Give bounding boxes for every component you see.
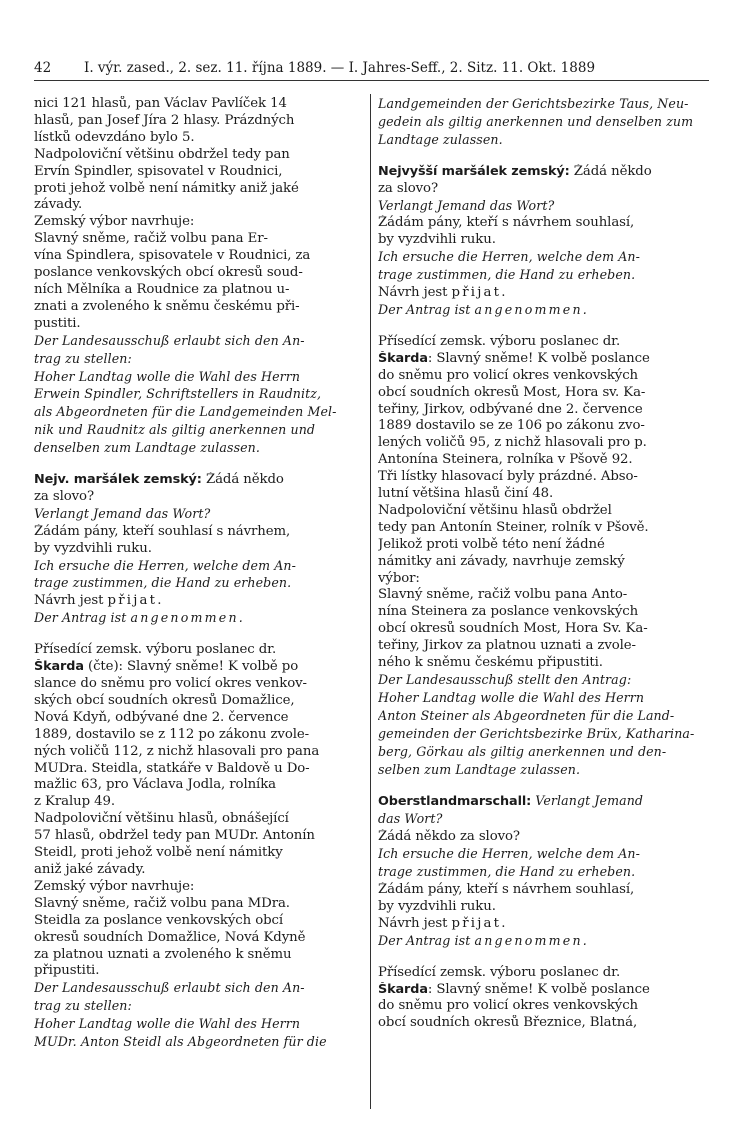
text-line (34, 248, 362, 265)
german-text: Der Antrag ist angenommen. (378, 932, 589, 948)
czech-text: nína Steinera za poslance venkovských (378, 604, 639, 620)
czech-text: do sněmu pro volicí okres venkovských (378, 367, 639, 383)
spaced-word: přijat. (107, 593, 164, 609)
czech-text: lutní většina hlasů činí 48. (378, 486, 554, 502)
german-text: Anton Steiner als Abgeordneten für die Land- (378, 707, 675, 723)
german-text: Der Landesausschuß erlaubt sich den An- (34, 332, 305, 348)
text-line (378, 486, 708, 503)
czech-text: Žádá někdo (201, 472, 284, 488)
german-text: Der Antrag ist angenommen. (34, 610, 245, 626)
czech-text: Antonína Steinera, rolníka v Pšově 92. (378, 452, 633, 468)
czech-text: Nová Kdyň, odbývané dne 2. července (34, 709, 289, 725)
text-line (34, 794, 362, 811)
text-line (34, 541, 362, 558)
czech-text: do sněmu pro volicí okres venkovských (378, 998, 639, 1014)
czech-text: aniž jaké závady. (34, 861, 146, 877)
text-line (378, 435, 708, 452)
german-text: trag zu stellen: (34, 350, 132, 366)
german-text: berg, Görkau als giltig anerkennen und den- (378, 743, 667, 759)
text-line (34, 710, 362, 727)
running-title: I. výr. zased., 2. sez. 11. října 1889. — I. Jahres-Seff., 2. Sitz. 11. Okt. 1889 (84, 60, 596, 76)
czech-text: by vyzdvihli ruku. (378, 232, 496, 248)
czech-text: Přísedící zemsk. výboru poslanec dr. (378, 333, 621, 349)
text-line (378, 132, 708, 150)
text-line (378, 385, 708, 402)
left-column (34, 96, 362, 1052)
text-line (34, 440, 362, 458)
german-text: Landgemeinden der Gerichtsbezirke Taus, Neu- (378, 96, 689, 111)
czech-text: Návrh jest přijat. (34, 593, 164, 609)
text-line (378, 96, 708, 114)
german-text: Ich ersuche die Herren, welche dem An- (378, 249, 641, 265)
text-line (34, 744, 362, 761)
text-line (378, 164, 708, 181)
text-line (34, 998, 362, 1016)
text-line (378, 899, 708, 916)
czech-text: Slavný sněme, račiž volbu pana MDra. (34, 895, 290, 911)
german-text: denselben zum Landtage zulassen. (34, 440, 260, 456)
czech-text: námitky ani závady, navrhuje zemský (378, 553, 625, 569)
text-line (378, 587, 708, 604)
text-line (34, 333, 362, 351)
text-line (378, 554, 708, 571)
text-line (378, 916, 708, 933)
text-line (34, 489, 362, 506)
right-column (378, 96, 708, 1032)
german-text: Landtage zulassen. (378, 131, 503, 147)
czech-text: vína Špindlera, spisovatele v Roudnici, za (34, 248, 311, 264)
text-line (34, 386, 362, 404)
column-divider (370, 94, 371, 1109)
text-line (378, 982, 708, 999)
text-line (34, 181, 362, 198)
text-line (34, 231, 362, 248)
text-line (34, 299, 362, 316)
czech-text: teřiny, Jirkov za platnou uznati a zvole- (378, 638, 636, 654)
text-line (378, 638, 708, 655)
german-text: gemeinden der Gerichtsbezirke Brüx, Katharina- (378, 725, 695, 741)
text-line (378, 604, 708, 621)
german-text: Verlangt Jemand das Wort? (378, 197, 555, 213)
spaced-word: angenommen. (474, 932, 589, 948)
czech-text: 57 hlasů, obdržel tedy pan MUDr. Antonín (34, 828, 315, 844)
czech-text: za platnou uznati a zvoleného k sněmu (34, 946, 292, 962)
text-line (34, 316, 362, 333)
speaker-name: Škarda (34, 659, 84, 675)
text-line (34, 828, 362, 845)
czech-text: by vyzdvihli ruku. (378, 898, 496, 914)
text-line (378, 1015, 708, 1032)
czech-text: Návrh jest přijat. (378, 915, 508, 931)
german-text: trage zustimmen, die Hand zu erheben. (378, 267, 636, 283)
german-text: trage zustimmen, die Hand zu erheben. (34, 575, 292, 591)
german-text: MUDr. Anton Steidl als Abgeordneten für die (34, 1034, 327, 1050)
german-text: Ich ersuche die Herren, welche dem An- (378, 846, 641, 862)
page-number: 42 (34, 60, 52, 76)
czech-text: : Slavný sněme! K volbě poslance (427, 981, 650, 997)
czech-text: Žádám pány, kteří s návrhem souhlasí, (378, 215, 635, 231)
german-text: trag zu stellen: (34, 998, 132, 1014)
text-line (34, 96, 362, 113)
spaced-word: angenommen. (474, 301, 589, 317)
text-line (34, 930, 362, 947)
text-line (34, 659, 362, 676)
czech-text: pustiti. (34, 315, 81, 331)
speaker-name: Oberstlandmarschall: (378, 794, 532, 810)
text-line (34, 147, 362, 164)
text-line (378, 571, 708, 588)
czech-text: Jelikož proti volbě této není žádné (378, 536, 605, 552)
czech-text: Steidla za poslance venkovských obcí (34, 912, 284, 928)
text-line (378, 672, 708, 690)
czech-text: by vyzdvihli ruku. (34, 540, 152, 556)
text-line (378, 882, 708, 899)
text-line (378, 302, 708, 320)
text-line (378, 285, 708, 302)
text-line (378, 864, 708, 882)
czech-text: (čte): Slavný sněme! K volbě po (83, 659, 299, 675)
text-line (34, 761, 362, 778)
text-line (378, 520, 708, 537)
text-line (34, 506, 362, 524)
text-line (378, 690, 708, 708)
text-line (34, 896, 362, 913)
czech-text: Steidl, proti jehož volbě není námitky (34, 845, 283, 861)
czech-text: Zemský výbor navrhuje: (34, 878, 195, 894)
german-text: trage zustimmen, die Hand zu erheben. (378, 864, 636, 880)
text-line (34, 214, 362, 231)
text-line (34, 369, 362, 387)
spaced-word: přijat. (451, 285, 508, 301)
text-line (378, 793, 708, 811)
text-line (34, 963, 362, 980)
text-line (34, 610, 362, 628)
text-line (378, 469, 708, 486)
text-line (378, 267, 708, 285)
czech-text: teřiny, Jirkov, odbývané dne 2. července (378, 401, 643, 417)
text-line (34, 879, 362, 896)
german-text: nik und Raudnitz als giltig anerkennen und (34, 422, 316, 438)
text-line (34, 197, 362, 214)
czech-text: závady. (34, 197, 83, 213)
text-line (34, 558, 362, 576)
german-text: Der Antrag ist angenommen. (378, 301, 589, 317)
czech-text: připustiti. (34, 963, 100, 979)
czech-text: poslance venkovských obcí okresů soud- (34, 265, 303, 281)
page-header (34, 60, 709, 80)
german-text: Der Landesausschuß stellt den Antrag: (378, 672, 632, 687)
czech-text: obcí okresů soudních Most, Hora Sv. Ka- (378, 621, 648, 637)
czech-text: nici 121 hlasů, pan Václav Pavlíček 14 (34, 96, 287, 111)
czech-text: Tři lístky hlasovací byly prázdné. Abso- (378, 469, 638, 485)
text-line (378, 762, 708, 780)
text-line (34, 113, 362, 130)
text-line (34, 642, 362, 659)
german-text: gedein als giltig anerkennen und denselben zum (378, 113, 694, 129)
text-line (34, 676, 362, 693)
czech-text: hlasů, pan Josef Jíra 2 hlasy. Prázdných (34, 112, 295, 128)
text-line (34, 811, 362, 828)
text-line (378, 655, 708, 672)
czech-text: Přísedící zemsk. výboru poslanec dr. (34, 642, 277, 658)
czech-text: lených voličů 95, z nichž hlasovali pro p. (378, 435, 647, 451)
czech-text: mažlic 63, pro Václava Jodla, rolníka (34, 777, 276, 793)
czech-text: Slavný sněme, račiž volbu pana Er- (34, 231, 268, 247)
czech-text: Nadpoloviční většinu hlasů, obnášející (34, 811, 289, 827)
text-line (34, 130, 362, 147)
czech-text: ného k sněmu českému připustiti. (378, 655, 603, 671)
text-line (34, 593, 362, 610)
text-line (378, 198, 708, 216)
german-text: Ich ersuche die Herren, welche dem An- (34, 557, 297, 573)
text-line (378, 933, 708, 951)
czech-text: MUDra. Steidla, statkáře v Baldově u Do- (34, 760, 310, 776)
text-line (378, 368, 708, 385)
text-line (378, 998, 708, 1015)
header-rule (34, 80, 709, 81)
text-line (34, 777, 362, 794)
text-line (34, 947, 362, 964)
czech-text: ních Mělníka a Roudnice za platnou u- (34, 281, 290, 297)
czech-text: Žádá někdo (569, 163, 652, 179)
german-text: Erwein Spindler, Schriftstellers in Raudnitz, (34, 386, 322, 402)
czech-text: z Kralup 49. (34, 794, 115, 810)
text-line (34, 524, 362, 541)
czech-text: Slavný sněme, račiž volbu pana Anto- (378, 587, 628, 603)
speaker-name: Nejvyšší maršálek zemský: (378, 163, 570, 179)
text-line (34, 980, 362, 998)
text-line (378, 965, 708, 982)
german-text: Verlangt Jemand (531, 793, 644, 809)
czech-text: Zemský výbor navrhuje: (34, 214, 195, 230)
czech-text: 1889 dostavilo se ze 106 po zákonu zvo- (378, 418, 645, 434)
czech-text: : Slavný sněme! K volbě poslance (427, 350, 650, 366)
text-line (34, 472, 362, 489)
text-line (378, 744, 708, 762)
german-text: Verlangt Jemand das Wort? (34, 505, 211, 521)
text-line (378, 726, 708, 744)
text-line (34, 1016, 362, 1034)
german-text: als Abgeordneten für die Landgemeinden Mel- (34, 404, 337, 420)
text-line (378, 708, 708, 726)
german-text: Der Landesausschuß erlaubt sich den An- (34, 980, 305, 996)
text-line (378, 351, 708, 368)
czech-text: Žádá někdo za slovo? (378, 829, 520, 845)
text-line (378, 811, 708, 829)
german-text: das Wort? (378, 811, 443, 827)
text-line (34, 404, 362, 422)
text-line (378, 181, 708, 198)
czech-text: ských obcí soudních okresů Domažlice, (34, 692, 295, 708)
text-line (34, 422, 362, 440)
text-line (34, 575, 362, 593)
german-text: Hoher Landtag wolle die Wahl des Herrn (378, 689, 645, 705)
german-text: selben zum Landtage zulassen. (378, 761, 581, 777)
text-line (378, 452, 708, 469)
spaced-word: angenommen. (130, 610, 245, 626)
text-line (34, 727, 362, 744)
text-line (378, 249, 708, 267)
speaker-name: Nejv. maršálek zemský: (34, 472, 202, 488)
text-line (34, 862, 362, 879)
text-line (378, 402, 708, 419)
text-line (378, 215, 708, 232)
czech-text: lístků odevzdáno bylo 5. (34, 129, 195, 145)
czech-text: obcí soudních okresů Most, Hora sv. Ka- (378, 384, 646, 400)
text-line (34, 265, 362, 282)
czech-text: obcí soudních okresů Březnice, Blatná, (378, 1015, 638, 1031)
text-line (378, 418, 708, 435)
text-line (378, 503, 708, 520)
text-line (378, 334, 708, 351)
czech-text: za slovo? (34, 488, 94, 504)
spaced-word: přijat. (451, 915, 508, 931)
text-line (34, 845, 362, 862)
czech-text: slance do sněmu pro volicí okres venkov- (34, 676, 307, 691)
text-line (34, 1034, 362, 1052)
czech-text: Přísedící zemsk. výboru poslanec dr. (378, 964, 621, 980)
text-line (378, 232, 708, 249)
text-line (34, 351, 362, 369)
german-text: Hoher Landtag wolle die Wahl des Herrn (34, 368, 301, 384)
text-line (378, 114, 708, 132)
speaker-name: Škarda (378, 981, 428, 997)
text-line (34, 693, 362, 710)
czech-text: 1889, dostavilo se z 112 po zákonu zvole- (34, 726, 310, 742)
text-line (34, 282, 362, 299)
czech-text: Žádám pány, kteří s návrhem souhlasí, (378, 881, 635, 897)
czech-text: Nadpoloviční většinu hlasů obdržel (378, 502, 612, 518)
text-line (378, 621, 708, 638)
czech-text: tedy pan Antonín Steiner, rolník v Pšově. (378, 519, 649, 535)
czech-text: znati a zvoleného k sněmu českému při- (34, 298, 300, 314)
text-line (378, 537, 708, 554)
german-text: Hoher Landtag wolle die Wahl des Herrn (34, 1016, 301, 1032)
czech-text: Ervín Špindler, spisovatel v Roudnici, (34, 163, 283, 179)
czech-text: Návrh jest přijat. (378, 285, 508, 301)
czech-text: Žádám pány, kteří souhlasí s návrhem, (34, 523, 291, 539)
czech-text: proti jehož volbě není námitky aniž jaké (34, 180, 299, 196)
czech-text: výbor: (378, 570, 420, 586)
czech-text: Nadpoloviční většinu obdržel tedy pan (34, 146, 290, 162)
text-line (378, 846, 708, 864)
text-line (34, 164, 362, 181)
speaker-name: Škarda (378, 350, 428, 366)
czech-text: za slovo? (378, 180, 438, 196)
czech-text: ných voličů 112, z nichž hlasovali pro pana (34, 743, 320, 759)
czech-text: okresů soudních Domažlice, Nová Kdyně (34, 929, 306, 945)
text-line (378, 829, 708, 846)
text-line (34, 913, 362, 930)
